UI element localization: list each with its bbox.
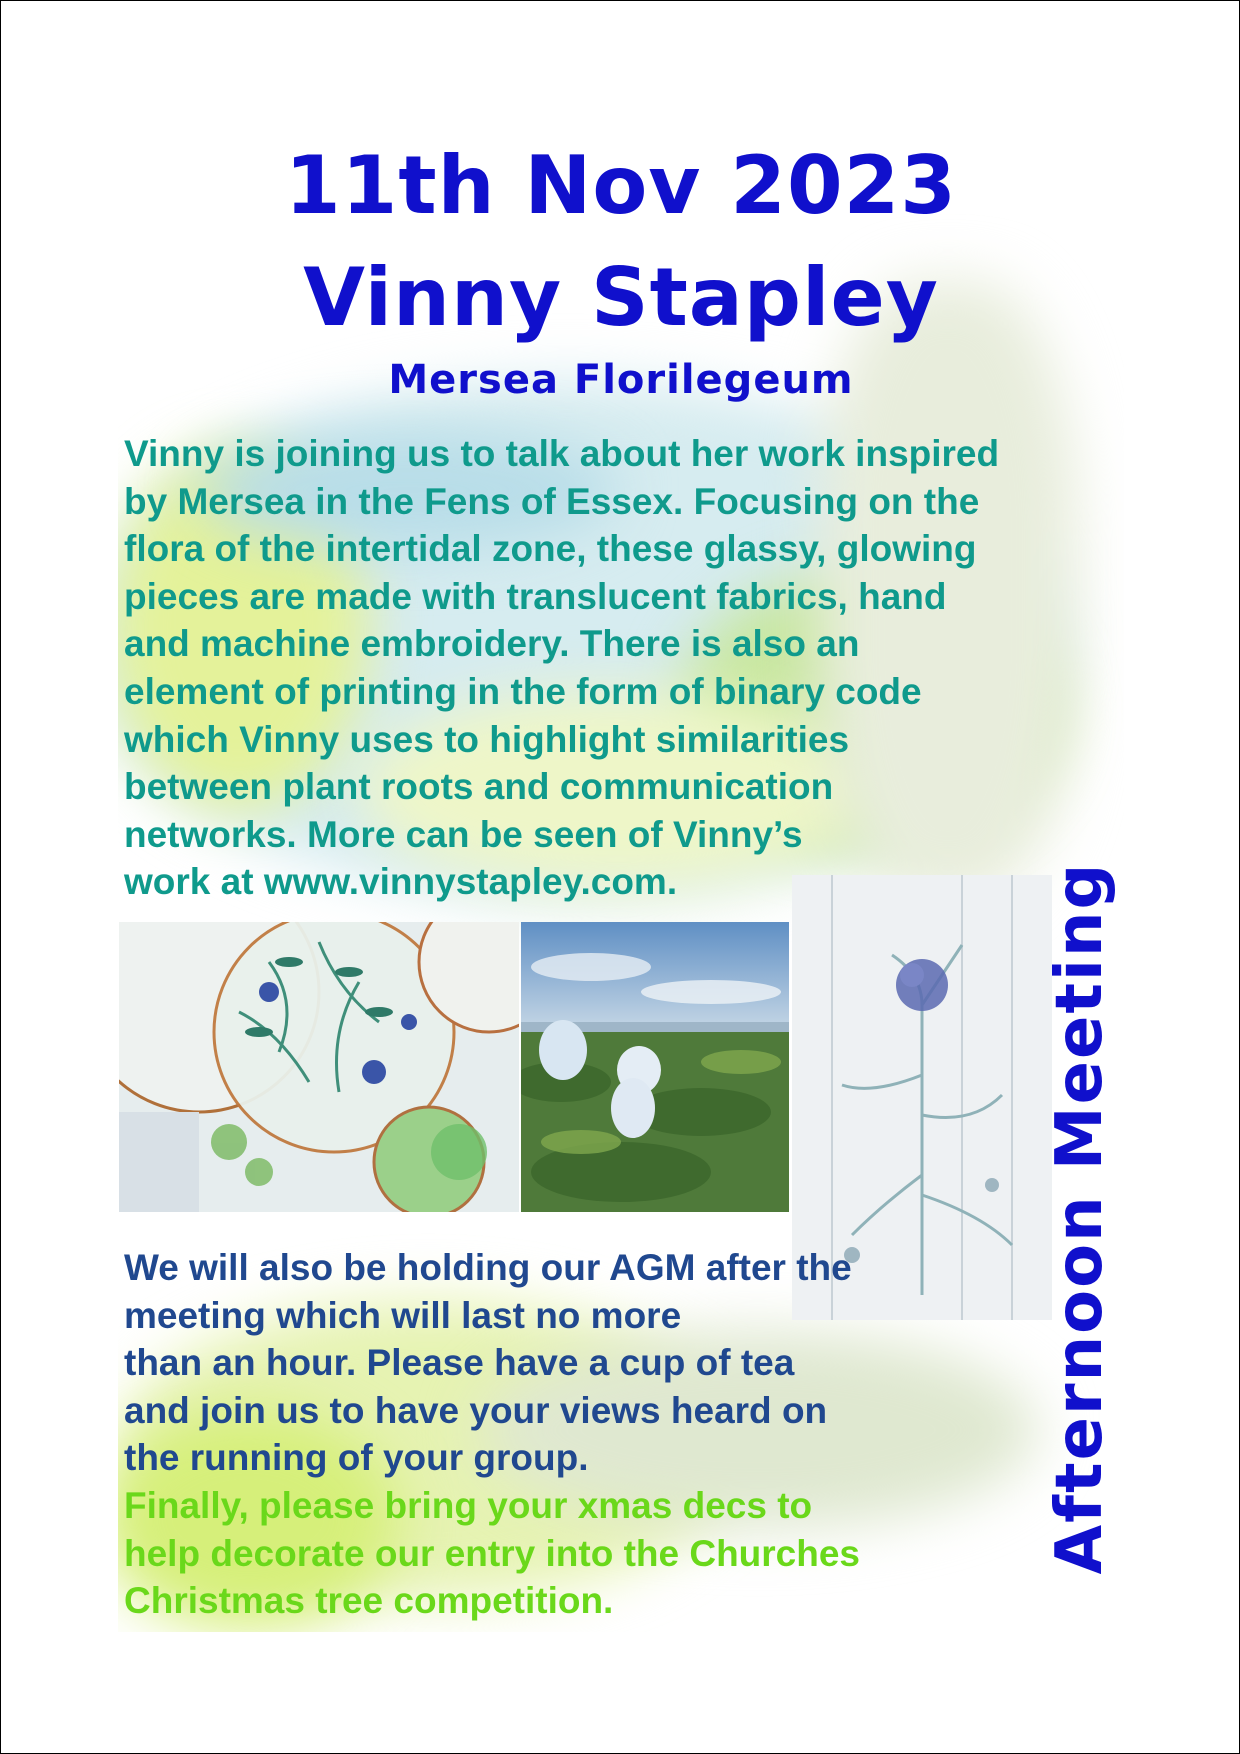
closing-line: Christmas tree competition.: [124, 1580, 614, 1622]
intro-line: pieces are made with translucent fabrics, hand: [124, 575, 947, 617]
afternoon-meeting-text: Afternoon Meeting: [1043, 861, 1117, 1575]
intro-line: and machine embroidery. There is also an: [124, 623, 860, 665]
afternoon-meeting-label: [1040, 808, 1120, 1628]
intro-paragraph: [124, 430, 999, 906]
agm-line: than an hour. Please have a cup of tea: [124, 1342, 795, 1384]
intro-line: between plant roots and communication: [124, 766, 834, 808]
agm-line: and join us to have your views heard on: [124, 1389, 828, 1431]
event-date: 11th Nov 2023: [285, 139, 957, 232]
agm-line: We will also be holding our AGM after the: [124, 1247, 852, 1288]
intro-line: element of printing in the form of binary code: [124, 670, 922, 712]
agm-line: meeting which will last no more: [124, 1294, 682, 1336]
saltmarsh-landscape-photo: [521, 922, 789, 1212]
embroidery-hoops-photo: [119, 922, 519, 1212]
talk-title: Mersea Florilegeum: [388, 357, 854, 403]
intro-line: networks. More can be seen of Vinny’s: [124, 813, 803, 855]
intro-line: Vinny is joining us to talk about her work inspired: [124, 433, 1000, 474]
closing-line: help decorate our entry into the Churches: [124, 1532, 861, 1574]
agm-line: the running of your group.: [124, 1437, 589, 1479]
intro-line: flora of the intertidal zone, these glassy, glowing: [124, 528, 977, 570]
intro-line: work at www.vinnystapley.com.: [124, 861, 678, 903]
intro-line: by Mersea in the Fens of Essex. Focusing on the: [124, 480, 980, 522]
speaker-name: Vinny Stapley: [303, 251, 939, 344]
agm-paragraph: [124, 1244, 852, 1482]
closing-line: Finally, please bring your xmas decs to: [124, 1485, 813, 1526]
intro-line: which Vinny uses to highlight similarities: [124, 718, 850, 760]
closing-paragraph: [124, 1482, 860, 1625]
